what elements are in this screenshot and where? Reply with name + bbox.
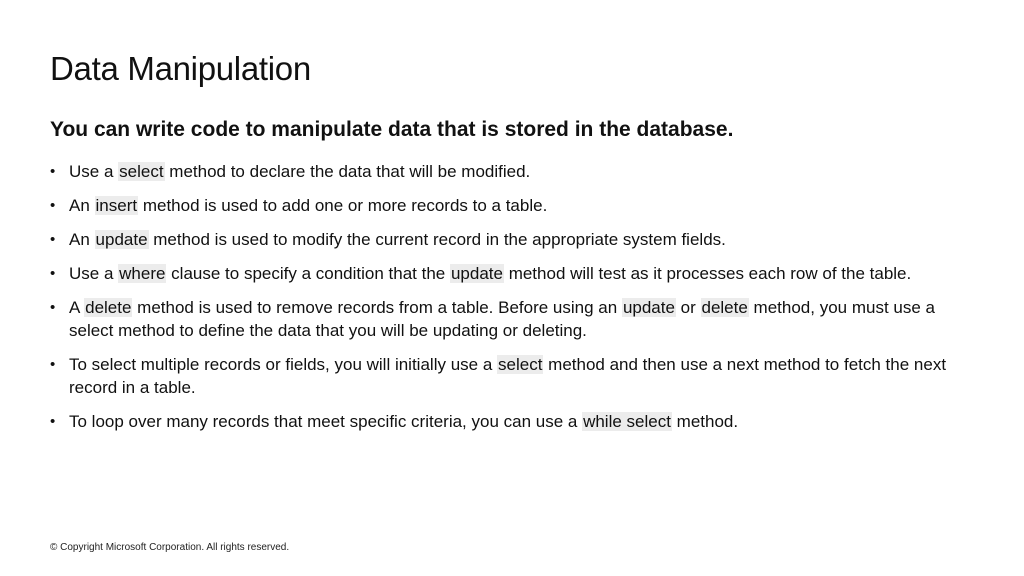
bullet-text: To loop over many records that meet specific criteria, you can use a xyxy=(69,412,583,431)
bullet-text: Use a xyxy=(69,264,119,283)
bullet-text: method is used to modify the current record in the appropriate system fields. xyxy=(148,230,726,249)
bullet-text: method is used to remove records from a table. Before using an xyxy=(132,298,622,317)
bullet-text: A xyxy=(69,298,85,317)
code-keyword: insert xyxy=(95,196,138,215)
bullet-text: method to declare the data that will be modified. xyxy=(164,162,531,181)
bullet-dot-icon: • xyxy=(50,299,56,316)
bullet-dot-icon: • xyxy=(50,163,56,180)
bullet-item xyxy=(50,353,970,399)
code-keyword: delete xyxy=(701,298,748,317)
code-keyword: select xyxy=(498,355,543,374)
code-keyword: update xyxy=(95,230,148,249)
bullet-text: method. xyxy=(671,412,739,431)
bullet-list xyxy=(50,160,970,444)
bullet-item xyxy=(50,262,970,285)
bullet-text: method will test as it processes each row of the table. xyxy=(503,264,912,283)
bullet-item xyxy=(50,194,970,217)
bullet-text: Use a xyxy=(69,162,119,181)
code-keyword: select xyxy=(119,162,164,181)
bullet-dot-icon: • xyxy=(50,265,56,282)
bullet-text: An xyxy=(69,196,95,215)
bullet-dot-icon: • xyxy=(50,231,56,248)
bullet-item xyxy=(50,160,970,183)
bullet-item xyxy=(50,228,970,251)
code-keyword: update xyxy=(450,264,503,283)
code-keyword: delete xyxy=(85,298,132,317)
slide-subtitle: You can write code to manipulate data that is stored in the database. xyxy=(50,118,734,141)
bullet-text: method and then use a next method to fetch the next record in a table. xyxy=(69,355,947,397)
bullet-text: method, you must use a select method to define the data that you will be updating or deleting. xyxy=(69,298,935,340)
bullet-text: or xyxy=(675,298,701,317)
bullet-text: To select multiple records or fields, you will initially use a xyxy=(69,355,498,374)
code-keyword: while select xyxy=(583,412,671,431)
bullet-item xyxy=(50,296,970,342)
bullet-dot-icon: • xyxy=(50,197,56,214)
bullet-text: clause to specify a condition that the xyxy=(166,264,450,283)
code-keyword: update xyxy=(622,298,675,317)
bullet-item xyxy=(50,410,970,433)
copyright-footer: © Copyright Microsoft Corporation. All rights reserved. xyxy=(50,542,290,553)
bullet-dot-icon: • xyxy=(50,356,56,373)
slide-title: Data Manipulation xyxy=(50,50,311,87)
bullet-text: An xyxy=(69,230,95,249)
bullet-text: method is used to add one or more records to a table. xyxy=(138,196,548,215)
bullet-dot-icon: • xyxy=(50,413,56,430)
code-keyword: where xyxy=(119,264,166,283)
